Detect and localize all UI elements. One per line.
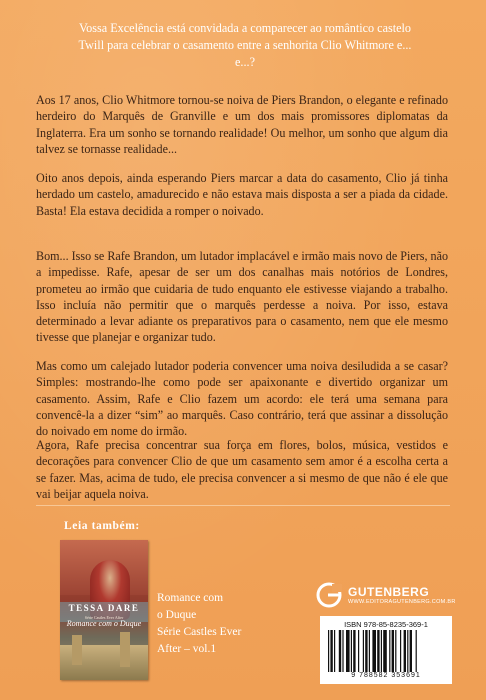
invitation-text: Vossa Excelência está convidada a comparecer ao romântico castelo Twill para celebrar o casamento entre a senhorita Clio Whitmore e... e...? [78,21,412,69]
cover-title: Romance com o Duque [66,619,142,628]
publisher-g-icon [314,580,344,610]
synopsis-paragraph-1: Aos 17 anos, Clio Whitmore tornou-se noiva de Piers Brandon, o elegante e refinado herdeiro do Marquês de Granville e um dos mais promissores diplomatas da Inglaterra. Era um sonho se tornando realidade! Ou melhor, um sonho que algum dia talvez se tornasse realidade... [36,93,448,156]
isbn-barcode [320,616,452,684]
cover-author: TESSA DARE [68,603,140,613]
cover-tower-left [72,635,82,665]
publisher-name: GUTENBERG [348,585,430,599]
caption-line-2: o Duque [157,609,197,621]
isbn-text: ISBN 978-85-8235-369-1 [344,620,428,629]
synopsis-paragraph-3: Bom... Isso se Rafe Brandon, um lutador implacável e irmão mais novo de Piers, não a impedisse. Rafe, apesar de ser um dos canalhas mais notórios de Londres, prometeu ao irmão que cuidaria de tudo enquanto ele estivesse viajando a trabalho. Isso incluía não permitir que o marquês perdesse a noiva. Por isso, estava determinado a levar adiante os preparativos para o casamento, nem que ele mesmo tivesse que planejar e organizar tudo. [36,249,448,345]
section-divider [36,505,450,506]
publisher-url: WWW.EDITORAGUTENBERG.COM.BR [348,599,456,605]
synopsis-paragraph-4: Mas como um calejado lutador poderia convencer uma noiva desiludida a se casar? Simples: mostrando-lhe como pode ser apaixonante e divertido organizar um casamento. Assim, Rafe e Clio fazem um acordo: ele terá uma semana para convencê-la a dizer “sim” ao marquês. Caso contrário, terá que assinar a dissolução do noivado em nome do irmão. [36,359,448,439]
cover-tower-right [120,632,130,667]
read-also-heading: Leia também: [64,520,140,532]
caption-line-1: Romance com [157,592,224,604]
synopsis-paragraph-2: Oito anos depois, ainda esperando Piers marcar a data do casamento, Clio já tinha herdado um castelo, amadurecido e não estava mais disposta a ser a piada da cidade. Basta! Ela estava decidida a romper o noivado. [36,171,448,218]
related-book-cover [60,540,148,680]
barcode-digits: 9 788582 353691 [351,672,421,679]
synopsis-paragraph-5: Agora, Rafe precisa concentrar sua força em flores, bolos, música, vestidos e decorações para convencer Clio de que um casamento sem amor é a escolha certa a se fazer. Mas, acima de tudo, ele precisa convencer a si mesmo de que não é ele que vai beijar aquela noiva. [36,438,448,501]
caption-line-4: After – vol.1 [157,643,217,655]
cover-series: Série Castles Ever After [84,615,124,620]
barcode-bars [328,630,444,672]
caption-line-3: Série Castles Ever [157,626,242,638]
publisher-logo [314,580,454,610]
related-book-caption [157,590,267,658]
